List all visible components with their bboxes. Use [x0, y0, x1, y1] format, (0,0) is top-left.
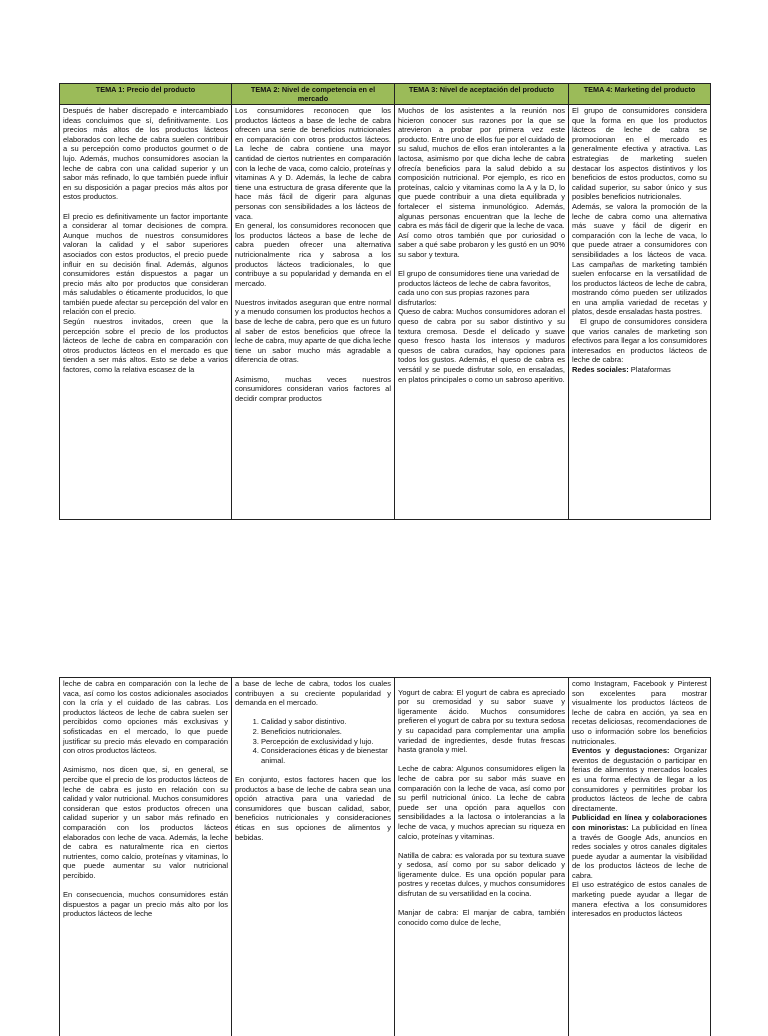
- themes-table-bottom: [59, 677, 711, 1036]
- header-tema-4: TEMA 4: Marketing del producto: [569, 84, 711, 105]
- paragraph: En consecuencia, muchos consumidores están dispuestos a pagar un precio más alto por los productos lácteos de leche: [63, 890, 228, 919]
- paragraph: En general, los consumidores reconocen que los productos lácteos a base de leche de cabra pueden ofrecer una alternativa nutricionalmente rica y sabrosa a los productos lácteos tradicionales, lo que contribuye a su popularidad y demanda en el mercado.: [235, 221, 391, 288]
- paragraph: En conjunto, estos factores hacen que los productos a base de leche de cabra sean una opción atractiva para una variedad de consumidores que buscan calidad, sabor, beneficios nutricionales y consideraciones éticas en sus opciones de alimentos y bebidas.: [235, 774, 391, 842]
- table-header-row: [60, 84, 711, 105]
- paragraph: El grupo de consumidores tiene una variedad de productos lácteos de leche de cabra favoritos, cada uno con sus propias razones para disfrutarlos:: [398, 269, 560, 307]
- paragraph-text: Organizar eventos de degustación o participar en ferias de alimentos y mercados locales es una forma efectiva de llegar a los consumidores y permitirles probar los productos lácteos de leche de cabra directamente.: [572, 746, 707, 813]
- cell-tema-2-top: [232, 105, 395, 520]
- lead-label: Eventos y degustaciones:: [572, 746, 670, 756]
- paragraph: Después de haber discrepado e intercambiado ideas concluimos que sí, definitivamente. Los precios más altos de los productos lácteos elaborados con leche de cabra suelen contribuir a su percepción como productos gourmet o de lujo. Además, muchos consumidores asocian la leche de cabra con una calidad superior y un sabor más refinado, lo que también puede influir en su disposición a pagar precios más altos por estos productos.: [63, 106, 228, 202]
- paragraph: Así como otros también que por curiosidad o saber a qué sabe probaron y les gustó en un 90% su sabor y textura.: [398, 230, 565, 259]
- factors-list: [235, 717, 391, 765]
- paragraph: Los consumidores reconocen que los productos lácteos a base de leche de cabra ofrecen una serie de beneficios nutricionales en comparación con otros productos lácteos. La leche de cabra contiene una mayor cantidad de ciertos nutrientes en comparación con la leche de vaca, como calcio, proteínas y vitaminas A y D. Además, la leche de cabra tiene una estructura de grasa diferente que la hace más fácil de digerir para algunas personas con sensibilidades a los lácteos de vaca.: [235, 106, 391, 221]
- header-tema-2: TEMA 2: Nivel de competencia en el mercado: [232, 84, 395, 105]
- paragraph: Según nuestros invitados, creen que la percepción sobre el precio de los productos lácteos de leche de cabra en comparación con otros productos lácteos en el mercado es que tienden a ser más altos. Esto se debe a varios factores, como la relativa escasez de la: [63, 317, 228, 375]
- table-row: [60, 105, 711, 520]
- cell-tema-1-bottom: [60, 678, 232, 1036]
- paragraph: Queso de cabra: Muchos consumidores adoran el queso de cabra por su sabor distintivo y su textura cremosa. Desde el delicado y suave queso fresco hasta los intensos y maduros quesos de cabra curados, hay opciones para todos los gustos. Además, el queso de cabra es versátil y se puede disfrutar solo, en ensaladas, en platos principales o como un sabroso aperitivo.: [398, 307, 565, 384]
- paragraph: Muchos de los asistentes a la reunión nos hicieron conocer sus razones por la que se atrevieron a probar por primera vez este producto. Entre uno de ellos fue por el cuidado de su salud, muchos de ellos eran intolerantes a la lactosa, asimismo por que dicha leche de cabra ofrecía beneficios para la salud debido a su composición nutricional. Por ejemplo, es rico en proteínas, calcio y vitaminas como la A y la D, lo que puede contribuir a una dieta equilibrada y fortalecer el sistema inmunológico. Además, algunas personas encuentran que la leche de cabra es más fácil de digerir que la leche de vaca.: [398, 106, 565, 231]
- cell-tema-3-bottom: [395, 678, 569, 1036]
- cell-tema-3-top: [395, 105, 569, 520]
- paragraph: [572, 813, 707, 880]
- cell-tema-1-top: [60, 105, 232, 520]
- list-item: 1. Calidad y sabor distintivo.: [261, 717, 391, 727]
- cell-tema-4-top: [569, 105, 711, 520]
- paragraph: Asimismo, muchas veces nuestros consumidores consideran varios factores al decidir comprar productos: [235, 374, 391, 403]
- paragraph: El uso estratégico de estos canales de marketing puede ayudar a llegar de manera efectiva a los consumidores interesados en productos lácteos: [572, 880, 707, 919]
- paragraph-text: Plataformas: [628, 365, 671, 375]
- header-tema-3: TEMA 3: Nivel de aceptación del producto: [395, 84, 569, 105]
- paragraph-text: La publicidad en línea a través de Google Ads, anuncios en redes sociales y otros canales digitales puede ayudar a aumentar la visibilidad de los productos lácteos de leche de cabra.: [572, 822, 708, 880]
- paragraph: como Instagram, Facebook y Pinterest son excelentes para mostrar visualmente los productos lácteos de leche de cabra en acción, ya sea en recetas deliciosas, recomendaciones de uso o información sobre los beneficios nutricionales.: [572, 679, 707, 746]
- paragraph: Asimismo, nos dicen que, si, en general, se percibe que el precio de los productos lácteos de leche de cabra es justo en relación con su calidad y valor nutricional. Muchos consumidores consideran que estos productos ofrecen una calidad superior y un sabor más refinado en comparación con los productos lácteos elaborados con leche de vaca. Además, la leche de cabra es naturalmente rica en ciertos nutrientes, como calcio, proteínas y vitaminas, lo que puede aumentar su valor nutricional percibido.: [63, 765, 228, 880]
- paragraph: Natilla de cabra: es valorada por su textura suave y sedosa, así como por su sabor delicado y ligeramente dulce. Es una opción popular para postres y recetas dulces, y muchos consumidores disfrutan de su versatilidad en la cocina.: [398, 850, 565, 899]
- paragraph: Yogurt de cabra: El yogurt de cabra es apreciado por su cremosidad y su sabor suave y ligeramente ácido. Muchos consumidores prefieren el yogurt de cabra por su textura sedosa y su capacidad para complementar una amplia variedad de ingredientes, desde frutas frescas hasta granola y miel.: [398, 687, 565, 755]
- cell-tema-4-bottom: [569, 678, 711, 1036]
- paragraph: a base de leche de cabra, todos los cuales contribuyen a su creciente popularidad y demanda en el mercado.: [235, 679, 391, 708]
- paragraph: El grupo de consumidores considera que varios canales de marketing son efectivos para llegar a los consumidores interesados en productos lácteos de leche de cabra:: [572, 317, 707, 365]
- header-tema-1: TEMA 1: Precio del producto: [60, 84, 232, 105]
- list-item: 3. Percepción de exclusividad y lujo.: [261, 737, 391, 747]
- paragraph: leche de cabra en comparación con la leche de vaca, así como los costos adicionales asociados con la cría y el cuidado de las cabras. Los productos lácteos de leche de cabra suelen ser percibidos como opciones más exclusivas y sofisticadas en el mercado, lo que puede justificar su precio más elevado en comparación con otros productos lácteos.: [63, 679, 228, 756]
- paragraph: El precio es definitivamente un factor importante a considerar al tomar decisiones de compra. Aunque muchos de nuestros consumidores valoran la calidad y el sabor superiores asociados con estos productos, el precio puede influir en su decisión final. Además, algunos consumidores están dispuestos a pagar un precio más alto por productos que consideran más saludables o éticamente producidos, lo que también puede afectar su percepción del valor en relación con el precio.: [63, 211, 228, 317]
- paragraph: [572, 365, 707, 375]
- paragraph: [572, 746, 707, 813]
- paragraph: Manjar de cabra: El manjar de cabra, también conocido como dulce de leche,: [398, 908, 565, 927]
- paragraph: Además, se valora la promoción de la leche de cabra como una alternativa más suave y fácil de digerir en comparación con la leche de vaca, lo que puede atraer a consumidores con sensibilidades a los lácteos de vaca. Las campañas de marketing también suelen enfocarse en la versatilidad de los productos lácteos de leche de cabra, mostrando cómo pueden ser utilizados en una amplia variedad de recetas y platos, desde ensaladas hasta postres.: [572, 201, 707, 317]
- list-item: 4. Consideraciones éticas y de bienestar animal.: [261, 746, 391, 765]
- lead-label: Publicidad en línea y colaboraciones con minoristas:: [572, 813, 707, 832]
- lead-label: Redes sociales:: [572, 365, 629, 375]
- table-row: [60, 678, 711, 1036]
- paragraph: Leche de cabra: Algunos consumidores eligen la leche de cabra por su sabor más suave en comparación con la leche de vaca, así como por su perfil nutricional único. La leche de cabra puede ser una opción para aquellos con sensibilidades a la lactosa o intolerancias a la leche de vaca, y muchos aprecian su riqueza en calcio, proteínas y vitaminas.: [398, 764, 565, 841]
- cell-tema-2-bottom: [232, 678, 395, 1036]
- themes-table-top: [59, 83, 711, 520]
- paragraph: El grupo de consumidores considera que la forma en que los productos lácteos de leche de cabra se promocionan en el mercado es generalmente efectiva y atractiva. Las estrategias de marketing suelen destacar los aspectos distintivos y los beneficios de estos productos, como su calidad superior, su sabor único y sus posibles beneficios nutricionales.: [572, 106, 707, 202]
- paragraph: Nuestros invitados aseguran que entre normal y a menudo consumen los productos hechos a base de leche de cabra, pero que es un futuro al saber de estos beneficios que ofrece la leche de cabra, muy aparte de que dicha leche tiene un sabor mucho más agradable a diferencia de otras.: [235, 297, 391, 365]
- list-item: 2. Beneficios nutricionales.: [261, 727, 391, 737]
